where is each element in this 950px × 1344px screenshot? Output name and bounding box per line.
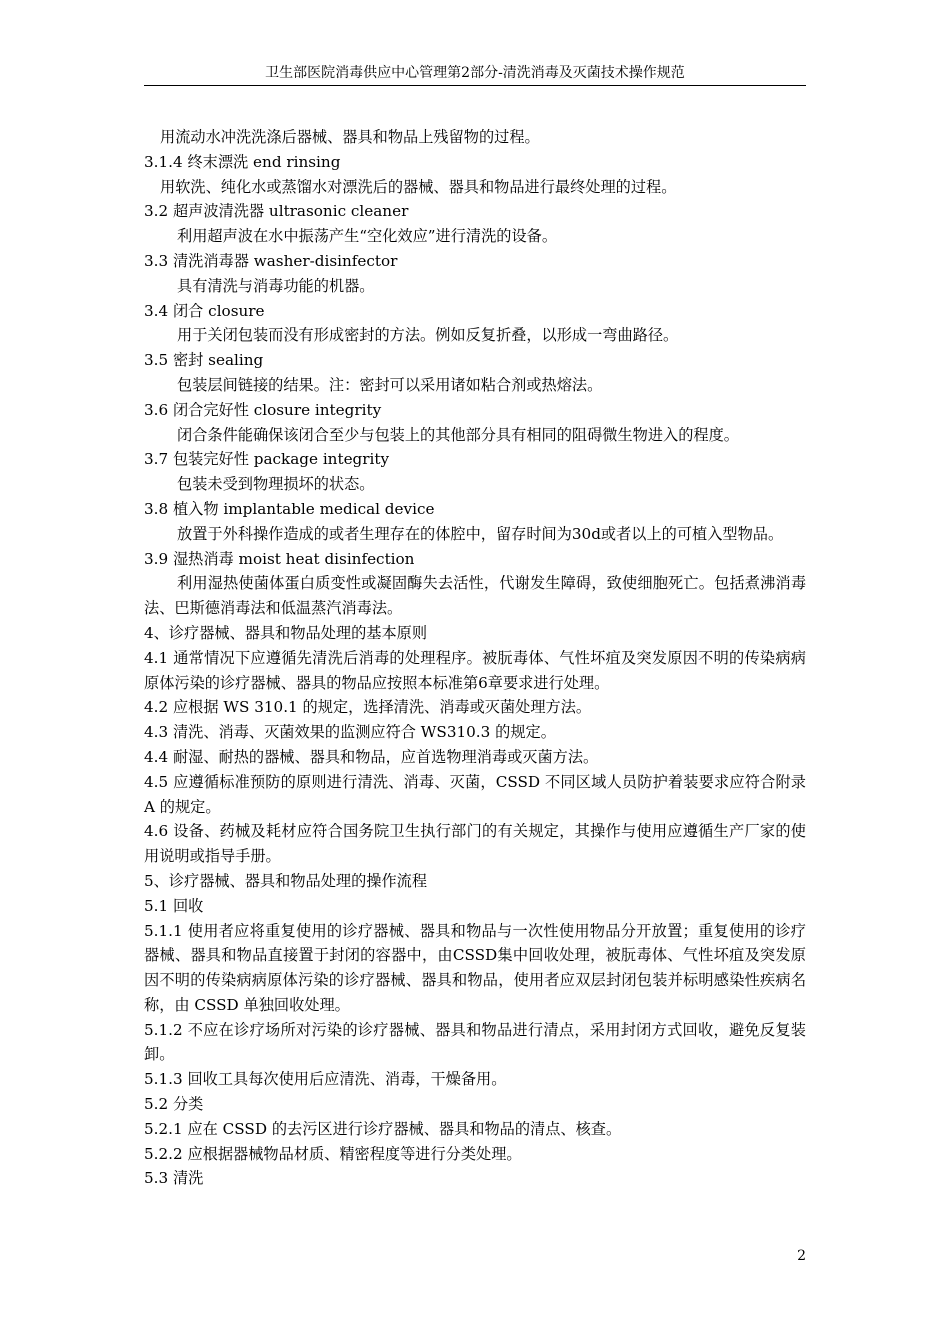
document-body <box>144 125 806 1191</box>
page-number: 2 <box>797 1248 806 1264</box>
paragraph: 5.1.1 使用者应将重复使用的诊疗器械、器具和物品与一次性使用物品分开放置；重复使用的诊疗器械、器具和物品直接置于封闭的容器中，由CSSD集中回收处理，被朊毒体、气性坏疽及突发原因不明的传染病病原体污染的诊疗器械、器具和物品，使用者应双层封闭包装并标明感染性疾病名称，由 CSSD 单独回收处理。 <box>144 921 806 1014</box>
paragraph: 4.1 通常情况下应遵循先清洗后消毒的处理程序。被朊毒体、气性坏疽及突发原因不明的传染病病原体污染的诊疗器械、器具的物品应按照本标准第6章要求进行处理。 <box>144 648 806 692</box>
paragraph: 包装未受到物理损坏的状态。 <box>177 475 375 494</box>
section-heading: 3.7 包装完好性 package integrity <box>144 450 390 469</box>
section-heading: 3.3 清洗消毒器 washer-disinfector <box>144 251 398 270</box>
paragraph: 利用超声波在水中振荡产生“空化效应”进行清洗的设备。 <box>177 227 558 246</box>
paragraph: 用流动水冲洗洗涤后器械、器具和物品上残留物的过程。 <box>160 128 540 146</box>
section-heading: 3.2 超声波清洗器 ultrasonic cleaner <box>144 202 409 221</box>
paragraph: 4.2 应根据 WS 310.1 的规定，选择清洗、消毒或灭菌处理方法。 <box>144 698 592 717</box>
paragraph: 5.2.1 应在 CSSD 的去污区进行诊疗器械、器具和物品的清点、核查。 <box>144 1119 622 1138</box>
paragraph: 5.2.2 应根据器械物品材质、精密程度等进行分类处理。 <box>144 1144 522 1163</box>
header-rule <box>144 85 806 86</box>
paragraph: 闭合条件能确保该闭合至少与包装上的其他部分具有相同的阻碍微生物进入的程度。 <box>177 425 739 444</box>
paragraph: 包装层间链接的结果。注：密封可以采用诸如粘合剂或热熔法。 <box>177 375 603 394</box>
section-heading: 3.9 湿热消毒 moist heat disinfection <box>144 549 415 568</box>
section-heading: 5.2 分类 <box>144 1095 204 1114</box>
section-heading: 3.8 植入物 implantable medical device <box>144 499 435 518</box>
paragraph: 用于关闭包装而没有形成密封的方法。例如反复折叠，以形成一弯曲路径。 <box>177 326 679 345</box>
paragraph: 4.5 应遵循标准预防的原则进行清洗、消毒、灭菌，CSSD 不同区域人员防护着装要求应符合附录 A 的规定。 <box>144 772 806 816</box>
section-heading: 3.1.4 终末漂洗 end rinsing <box>144 152 341 171</box>
paragraph: 4.4 耐湿、耐热的器械、器具和物品，应首选物理消毒或灭菌方法。 <box>144 747 599 766</box>
paragraph: 用软洗、纯化水或蒸馏水对漂洗后的器械、器具和物品进行最终处理的过程。 <box>160 177 677 196</box>
chapter-heading: 4、诊疗器械、器具和物品处理的基本原则 <box>144 623 428 642</box>
section-heading: 3.4 闭合 closure <box>144 301 265 320</box>
chapter-heading: 5、诊疗器械、器具和物品处理的操作流程 <box>144 871 428 890</box>
section-heading: 3.6 闭合完好性 closure integrity <box>144 400 382 419</box>
paragraph: 4.6 设备、药械及耗材应符合国务院卫生执行部门的有关规定，其操作与使用应遵循生产厂家的使用说明或指导手册。 <box>144 822 806 866</box>
paragraph: 利用湿热使菌体蛋白质变性或凝固酶失去活性，代谢发生障碍，致使细胞死亡。包括煮沸消毒法、巴斯德消毒法和低温蒸汽消毒法。 <box>144 574 806 618</box>
section-heading: 5.3 清洗 <box>144 1169 204 1188</box>
paragraph: 5.1.2 不应在诊疗场所对污染的诊疗器械、器具和物品进行清点，采用封闭方式回收，避免反复装卸。 <box>144 1020 806 1064</box>
paragraph: 4.3 清洗、消毒、灭菌效果的监测应符合 WS310.3 的规定。 <box>144 723 556 742</box>
section-heading: 5.1 回收 <box>144 896 204 915</box>
section-heading: 3.5 密封 sealing <box>144 351 264 370</box>
paragraph: 具有清洗与消毒功能的机器。 <box>177 276 375 295</box>
paragraph: 放置于外科操作造成的或者生理存在的体腔中，留存时间为30d或者以上的可植入型物品。 <box>177 524 784 543</box>
page-header-title: 卫生部医院消毒供应中心管理第2部分-清洗消毒及灭菌技术操作规范 <box>265 65 685 81</box>
paragraph: 5.1.3 回收工具每次使用后应清洗、消毒，干燥备用。 <box>144 1070 507 1089</box>
